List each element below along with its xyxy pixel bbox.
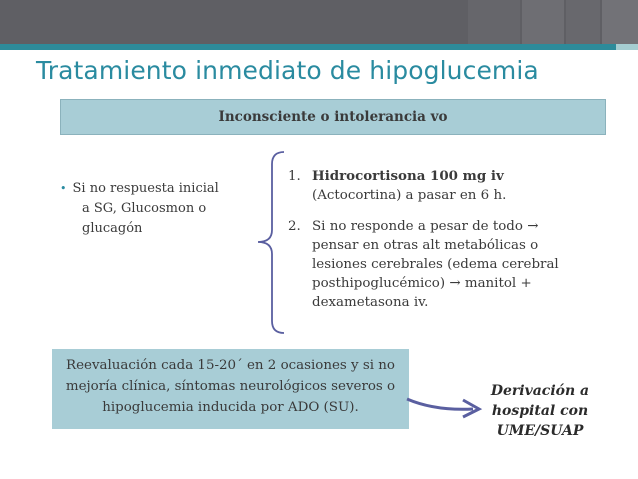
curly-brace-icon: [244, 150, 294, 335]
list-item-2-text2: pensar en otras alt metabólicas o lesiones cerebrales (edema cerebral posthipoglucémico): [312, 238, 559, 291]
accent-line-edge: [616, 44, 638, 50]
reeval-line-3: hipoglucemia inducida por ADO (SU).: [102, 400, 359, 415]
slide-title: Tratamiento inmediato de hipoglucemia: [36, 56, 539, 85]
bullet-line-1: Si no respuesta inicial: [72, 181, 219, 196]
derivation-text: [470, 381, 610, 441]
arrow-right-icon: →: [449, 276, 461, 291]
reevaluation-box: [52, 349, 409, 429]
bullet-point: [60, 179, 250, 239]
list-item-1: [288, 167, 588, 205]
arrow-right-icon: →: [527, 219, 539, 234]
list-item-2-text1: Si no responde a pesar de todo: [312, 219, 523, 234]
list-item-2: [288, 217, 588, 312]
list-item-2-text3: manitol + dexametasona iv.: [312, 276, 532, 310]
top-banner-tiles: [0, 0, 638, 44]
list-item-1-bold: Hidrocortisona 100 mg iv: [312, 168, 504, 184]
derivation-line-3: UME/SUAP: [496, 423, 584, 439]
list-number: 1.: [288, 169, 301, 184]
reeval-line-2: mejoría clínica, síntomas neurológicos severos o: [65, 379, 396, 394]
bullet-line-3: glucagón: [82, 221, 143, 236]
list-number: 2.: [288, 219, 301, 234]
list-item-1-rest: (Actocortina) a pasar en 6 h.: [312, 188, 507, 203]
bullet-dot-icon: •: [60, 182, 67, 195]
derivation-line-2: hospital con: [491, 403, 589, 419]
subtitle-text: Inconsciente o intolerancia vo: [218, 109, 448, 125]
accent-line: [0, 44, 638, 50]
derivation-line-1: Derivación a: [490, 383, 590, 399]
treatment-list: [288, 167, 588, 324]
subtitle-box: [60, 99, 606, 135]
banner-tile: [468, 0, 520, 44]
banner-tile: [602, 0, 638, 44]
banner-tile: [566, 0, 600, 44]
reeval-line-1: Reevaluación cada 15-20´ en 2 ocasiones y si no: [66, 358, 395, 373]
bullet-line-2: a SG, Glucosmon o: [82, 201, 207, 216]
banner-tile: [522, 0, 564, 44]
